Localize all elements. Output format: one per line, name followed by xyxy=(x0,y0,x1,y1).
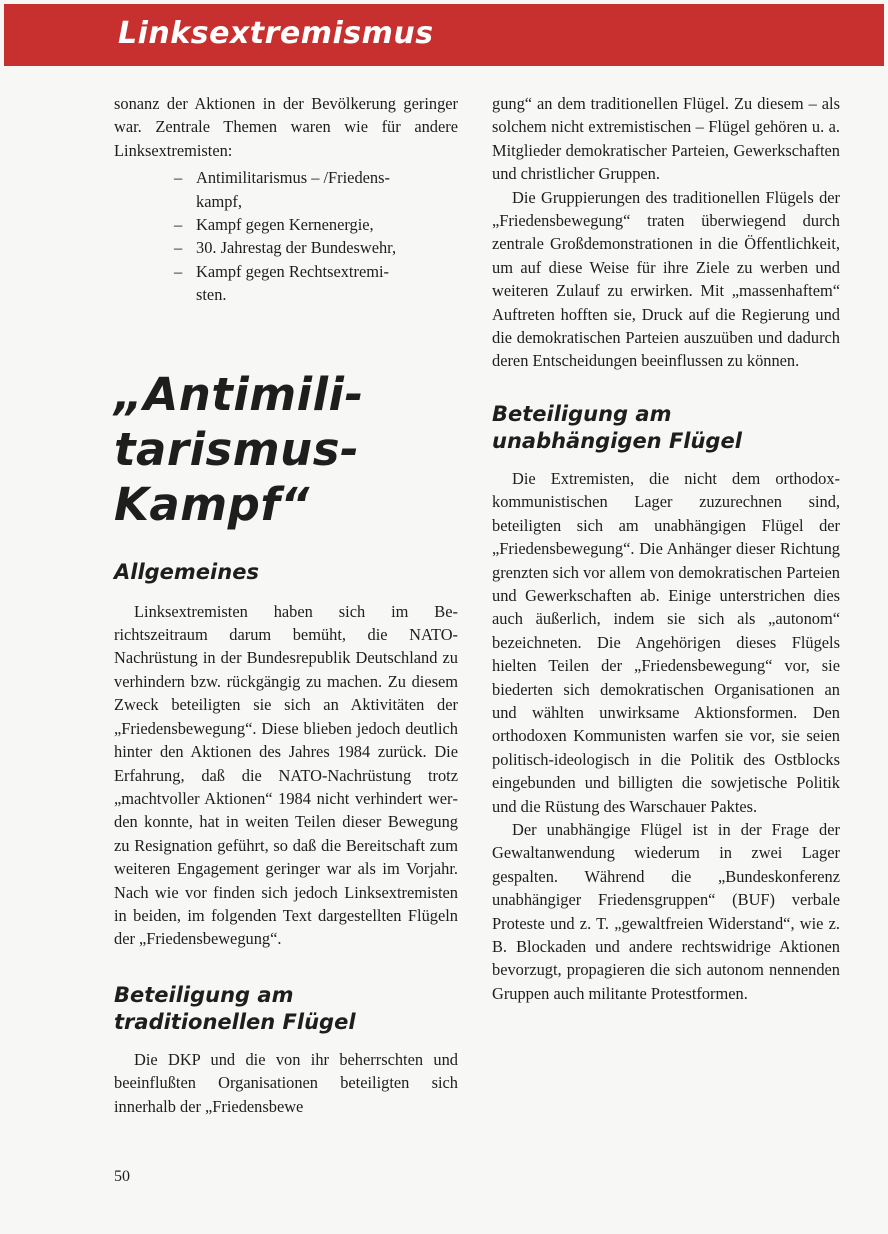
left-column xyxy=(114,92,458,1118)
heading-traditional-wing: Beteiligung am traditionellen Flügel xyxy=(114,982,356,1034)
general-paragraph: Linksextremisten haben sich im Berichtszeitraum darum bemüht, die NATO-Nachrüstung in der Bundesrepublik Deutschland zu verhindern bzw. rückgängig zu machen. Zu diesem Zweck beteiligten sie sich an Aktivitäten der „Friedensbewegung“. Diese blieben jedoch deutlich hinter den Aktionen des Jahres 1984 zurück. Die Erfahrung, daß die NATO-Nachrüstung trotz „machtvoller Aktionen“ 1984 nicht verhindert werden konnte, hat in weiten Teilen dieser Bewegung zu Resignation geführt, so daß die Bereitschaft zum weiteren Engagement geringer war als im Vorjahr. Nach wie vor finden sich jedoch Linksextremisten in beiden, im folgenden Text dargestellten Flügeln der „Friedensbewegung“. xyxy=(114,601,458,949)
list-item: – Kampf gegen Rechtsextremisten. xyxy=(174,260,414,307)
list-item: – 30. Jahrestag der Bundeswehr, xyxy=(174,236,414,259)
section-title: Linksextremismus xyxy=(118,16,434,51)
independent-paragraph-1: Die Extremisten, die nicht dem orthodox-kommunistischen Lager zuzurechnen sind, beteiligten sich am unabhängigen Flügel der „Friedensbewegung“. Die Anhänger dieser Richtung grenzten sich vor allem von demokratischen Parteien und Gewerkschaften ab. Einige unterstrichen dies auch äußerlich, indem sie sich als „autonom“ bezeichneten. Die Angehörigen dieses Flügels hielten Teilen der „Friedensbewegung“ vor, sie biederten sich demokratischen Organisationen an und wählten unwirksame Aktionsformen. Den orthodoxen Kommunisten warfen sie vor, sie seien politisch-ideologisch in die Politik des Ostblocks eingebunden und billigten die sowjetische Politik und die Rüstung des Warschauer Paktes. xyxy=(492,468,840,816)
independent-paragraph-2: Der unabhängige Flügel ist in der Frage der Gewaltanwendung wiederum in zwei Lager gespalten. Während die „Bundeskonferenz unabhängiger Friedensgruppen“ (BUF) verbale Proteste und z. T. „gewaltfreien Widerstand“, wie z. B. Blockaden und andere rechtswidrige Aktionen bevorzugt, propagieren die sich autonom nennenden Gruppen auch militante Protestformen. xyxy=(492,819,840,1003)
list-item: – Kampf gegen Kernenergie, xyxy=(174,213,414,236)
page-number: 50 xyxy=(114,1168,130,1185)
heading-general: Allgemeines xyxy=(114,559,259,584)
section-header-band xyxy=(4,4,884,66)
right-column xyxy=(492,92,840,1005)
intro-paragraph: sonanz der Aktionen in der Bevölkerung geringer war. Zentrale Themen waren wie für andere Linksextremisten: xyxy=(114,94,458,160)
themes-list xyxy=(114,166,458,306)
groups-paragraph: Die Gruppierungen des traditionellen Flügels der „Friedensbewegung“ traten überwiegend durch zentrale Großdemonstrationen in die Öffentlichkeit, um auf diese Weise für ihre Ziele zu werben und weiteren Zulauf zu erwirken. Mit „massenhaftem“ Auftreten hofften sie, Druck auf die Regierung und die demokratischen Parteien auszuüben und dadurch deren Entscheidungen beeinflussen zu können. xyxy=(492,187,840,371)
heading-independent-wing: Beteiligung am unabhängigen Flügel xyxy=(492,401,742,453)
traditional-paragraph: Die DKP und die von ihr beherrschten und beeinflußten Organisationen beteiligten sich innerhalb der „Friedensbewe xyxy=(114,1049,458,1116)
continuation-paragraph: gung“ an dem traditionellen Flügel. Zu diesem – als solchem nicht extremistischen – Flügel gehören u. a. Mitglieder demokratischer Parteien, Gewerkschaften und christlicher Gruppen. xyxy=(492,94,840,184)
chapter-title: „Antimilitarismus-Kampf“ xyxy=(114,367,364,531)
list-item: – Antimilitarismus – /Friedenskampf, xyxy=(174,166,414,213)
